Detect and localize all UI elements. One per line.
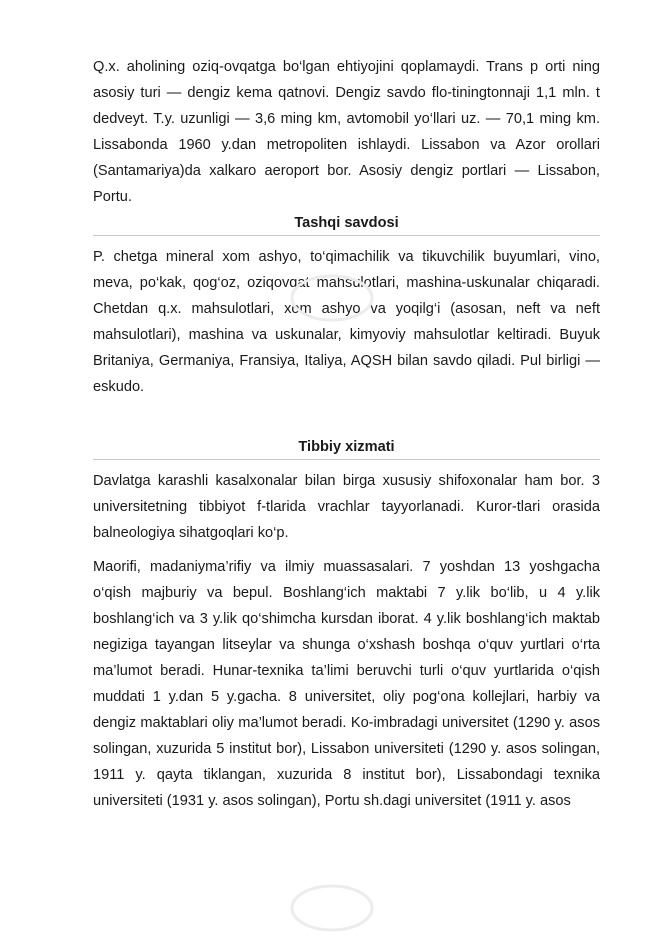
education-paragraph: Maorifi, madaniyma’rifiy va ilmiy muassasalari. 7 yoshdan 13 yoshgacha o‘qish majburiy va bepul. Boshlang‘ich maktabi 7 y.lik bo‘lib, u 4 y.lik boshlang‘ich va 3 y.lik qo‘shimcha kursdan iborat. 4 y.lik boshlang‘ich maktab negiziga tayangan litseylar va shunga o‘xshash boshqa o‘quv yurtlari o‘rta ma’lumot beradi. Hunar-texnika ta’limi beruvchi turli o‘quv yurtlarida o‘qish muddati 1 y.dan 5 y.gacha. 8 universitet, oliy pog‘ona kollejlari, harbiy va dengiz maktablari oliy ma’lumot beradi. Ko-imbradagi universitet (1290 y. asos solingan, xuzurida 5 institut bor), Lissabon universiteti (1290 y. asos solingan, 1911 y. qayta tiklangan, xuzurida 8 institut bor), Lissabondagi texnika universiteti (1931 y. asos solingan), Portu sh.dagi universitet (1911 y. asos	[93, 559, 600, 809]
section-heading-medical-label: Tibbiy xizmati	[298, 439, 395, 455]
section-heading-trade	[93, 210, 600, 236]
medical-paragraph-1: Davlatga karashli kasalxonalar bilan birga xususiy shifoxonalar ham bor. 3 universitetning tibbiyot f-tlarida vrachlar tayyorlanadi. Kuror-tlari orasida balneologiya sihatgoqlari ko‘p.	[93, 473, 600, 541]
section-heading-trade-label: Tashqi savdosi	[294, 215, 399, 231]
section-divider	[93, 459, 600, 460]
intro-paragraph: Q.x. aholining oziq-ovqatga bo‘lgan ehtiyojini qoplamaydi. Trans p orti ning asosiy turi — dengiz kema qatnovi. Dengiz savdo flo-tiningtonnaji 1,1 mln. t dedveyt. T.y. uzunligi — 3,6 ming km, avtomobil yo‘llari uz. — 70,1 ming km. Lissabonda 1960 y.dan metropoliten ishlaydi. Lissabon va Azor orollari (Santamariya)da xalkaro aeroport bor. Asosiy dengiz portlari — Lissabon, Portu.	[93, 59, 600, 205]
trade-paragraph: P. chetga mineral xom ashyo, to‘qimachilik va tikuvchilik buyumlari, vino, meva, po‘kak, qog‘oz, oziqovqat mahsulotlari, mashina-uskunalar chiqaradi. Chetdan q.x. mahsulotlari, xom ashyo va yoqilg‘i (asosan, neft va neft mahsulotlari), mashina va uskunalar, kimyoviy mahsulotlar keltiradi. Buyuk Britaniya, Germaniya, Fransiya, Italiya, AQSH bilan savdo qiladi. Pul birligi — eskudo.	[93, 249, 600, 395]
section-divider	[93, 235, 600, 236]
section-heading-medical	[93, 434, 600, 460]
watermark-logo-icon	[272, 878, 392, 938]
document-page	[93, 54, 600, 814]
